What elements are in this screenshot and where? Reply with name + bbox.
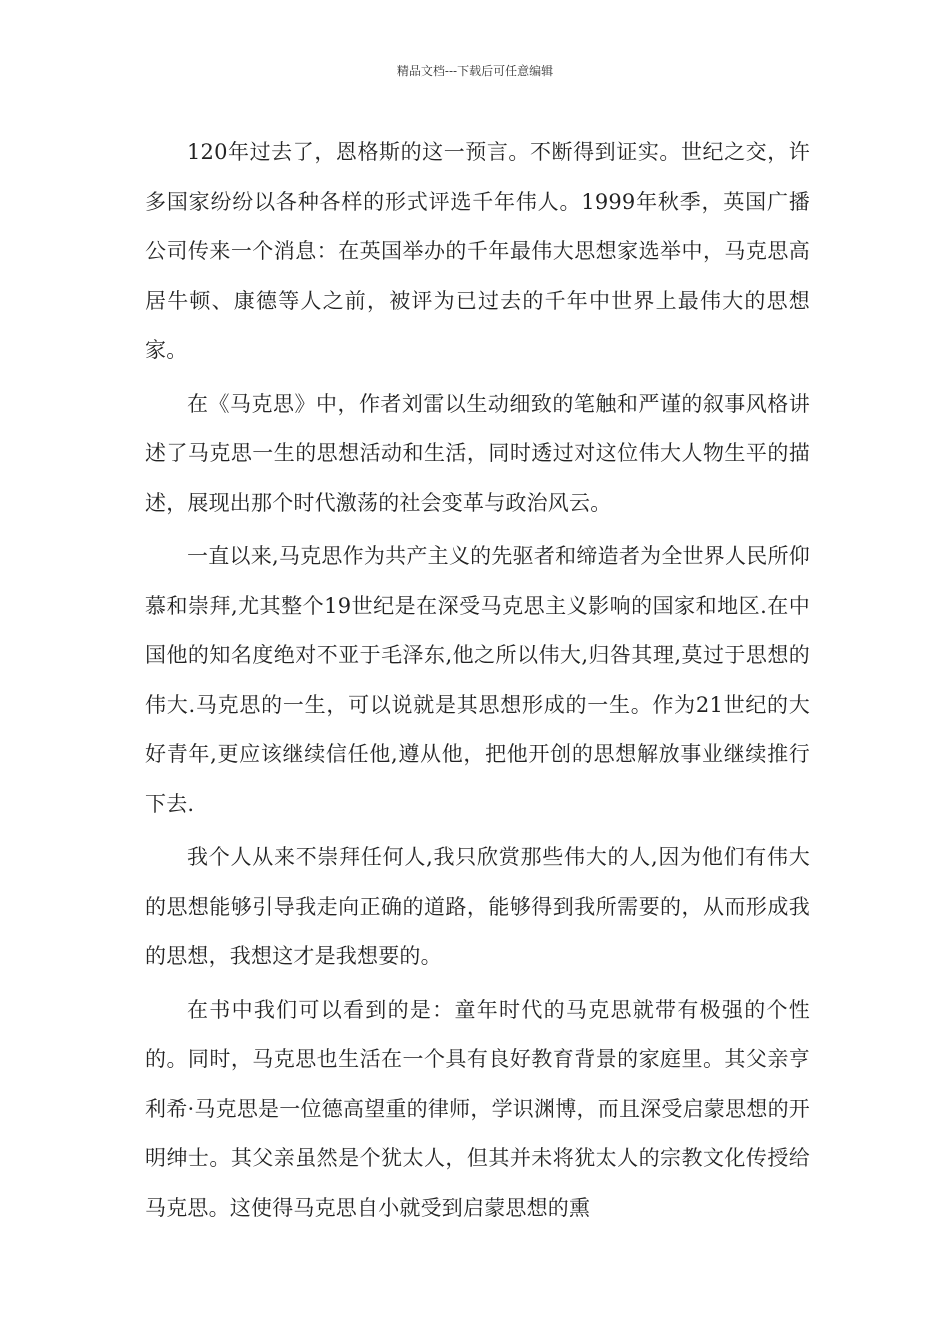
paragraph-book-intro: 在《马克思》中，作者刘雷以生动细致的笔触和严谨的叙事风格讲述了马克思一生的思想活动和生活，同时透过对这位伟大人物生平的描述，展现出那个时代激荡的社会变革与政治风云。: [145, 391, 810, 515]
paragraph-childhood: 在书中我们可以看到的是：童年时代的马克思就带有极强的个性的。同时，马克思也生活在一个具有良好教育背景的家庭里。其父亲亨利希·马克思是一位德高望重的律师，学识渊博，而且深受启蒙思想的开明绅士。其父亲虽然是个犹太人，但其并未将犹太人的宗教文化传授给马克思。这使得马克思自小就受到启蒙思想的熏: [145, 997, 810, 1220]
document-body: [145, 128, 810, 1237]
page-header: 精品文档---下载后可任意编辑: [396, 64, 554, 78]
paragraph-prophecy: 120年过去了，恩格斯的这一预言。不断得到证实。世纪之交，许多国家纷纷以各种各样的形式评选千年伟人。1999年秋季，英国广播公司传来一个消息：在英国举办的千年最伟大思想家选举中，马克思高居牛顿、康德等人之前，被评为已过去的千年中世界上最伟大的思想家。: [145, 140, 810, 362]
paragraph-influence: 一直以来,马克思作为共产主义的先驱者和缔造者为全世界人民所仰慕和崇拜,尤其整个19世纪是在深受马克思主义影响的国家和地区.在中国他的知名度绝对不亚于毛泽东,他之所以伟大,归咎其理,莫过于思想的伟大.马克思的一生，可以说就是其思想形成的一生。作为21世纪的大好青年,更应该继续信任他,遵从他，把他开创的思想解放事业继续推行下去.: [145, 544, 810, 816]
paragraph-personal-view: 我个人从来不崇拜任何人,我只欣赏那些伟大的人,因为他们有伟大的思想能够引导我走向正确的道路，能够得到我所需要的，从而形成我的思想，我想这才是我想要的。: [145, 845, 810, 968]
